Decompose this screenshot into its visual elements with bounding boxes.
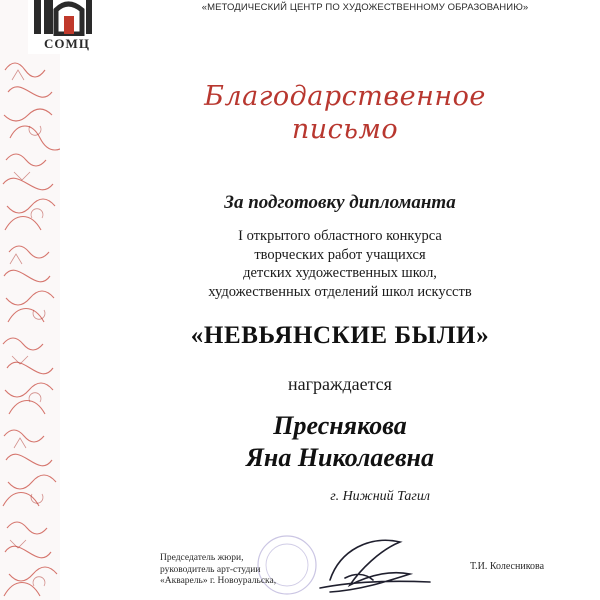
- signature-icon: [290, 530, 440, 600]
- award-reason: За подготовку дипломанта: [224, 192, 456, 213]
- recipient-city: г. Нижний Тагил: [330, 489, 430, 504]
- signatory-name: Т.И. Колесникова: [470, 561, 545, 572]
- organization-logo: [28, 0, 106, 54]
- signatory-title-line: руководитель арт-студии: [160, 564, 261, 575]
- competition-line: детских художественных школ,: [243, 265, 437, 281]
- letter-title-line2: письмо: [291, 114, 399, 145]
- competition-line: творческих работ учащихся: [254, 246, 426, 263]
- competition-line: I открытого областного конкурса: [238, 228, 442, 244]
- recipient-given-names: Яна Николаевна: [245, 443, 434, 472]
- contest-name: «НЕВЬЯНСКИЕ БЫЛИ»: [190, 322, 490, 349]
- competition-description: [120, 227, 560, 301]
- competition-line: художественных отделений школ искусств: [208, 283, 472, 300]
- decorative-border: [0, 0, 60, 600]
- letter-title-line1: Благодарственное: [204, 81, 486, 112]
- awarded-label: награждается: [288, 374, 392, 394]
- signatory-title: [160, 553, 300, 588]
- letter-title: [170, 80, 520, 146]
- logo-emblem-icon: [28, 0, 106, 36]
- organization-name: «МЕТОДИЧЕСКИЙ ЦЕНТР ПО ХУДОЖЕСТВЕННОМУ ОБРАЗОВАНИЮ»: [201, 2, 529, 13]
- recipient-surname: Преснякова: [273, 411, 407, 440]
- logo-text: СОМЦ: [44, 36, 90, 51]
- signatory-title-line: Председатель жюри,: [160, 553, 244, 563]
- recipient-name: [120, 410, 560, 474]
- ornament-pattern: [0, 0, 60, 600]
- signatory-title-line: «Акварель» г. Новоуральска,: [160, 576, 277, 586]
